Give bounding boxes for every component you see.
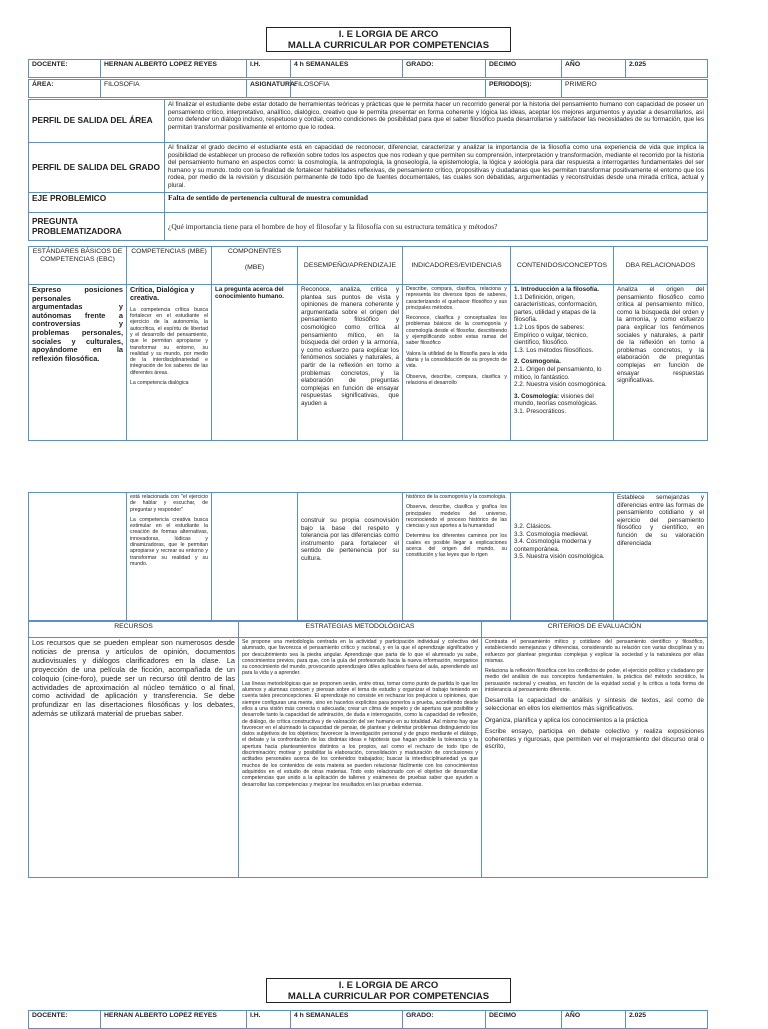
document-title-box <box>266 27 511 52</box>
criterios-cell <box>482 638 708 878</box>
indicadores-cell <box>403 285 511 441</box>
indicador-2: Reconoce, clasifica y conceptualiza los problemas básicos de la cosmogonía y cosmología desde el filosofar, describiendo y ejemplificando sobre estas ramas del saber filosófico <box>406 315 507 347</box>
grado-label: GRADO: <box>403 60 486 78</box>
contenido-1-3: 1.3. Los métodos filosóficos. <box>514 346 594 354</box>
competencia-dialogica: La competencia dialógica <box>130 380 189 387</box>
competencia-dialogica-cont: está relacionada con "el ejercicio de hablar y escuchar, de preguntar y responder" <box>130 494 208 513</box>
col-componentes-sub: (MBE) <box>244 264 265 271</box>
anio-label-p3: AÑO <box>562 1011 626 1029</box>
info-table-page3 <box>28 1010 708 1029</box>
periodo-label: PERIODO(S): <box>486 80 562 98</box>
recursos-header: RECURSOS <box>29 622 239 638</box>
perfil-grado-text: Al finalizar el grado decimo el estudiante está en capacidad de reconocer, diferenciar, caracterizar y analizar la importancia de la filosofía como una experiencia de vida que implica la posibilidad de establecer un proceso de reflexión sobre todos los aspectos que nos rodean y que permiten su comprensión, interpretación y transformación, mediante el recorrido por la historia del pensamiento humano en aspectos como: la cosmología, la antropología, la gnoseología, la epistemología, la lógica y axiología para dar respuesta a interrogantes fundamentales del ser humano y su mundo. todo con la finalidad de fortalecer habilidades reflexivas, de pensamiento crítico, propositivas y ciudadanas que les permitan transformar positivamente el entorno que los rodea, por medio de la revisión y discusión permanente de todo tipo de fuentes documentales, las cuales son debatidas, argumentadas y reconstruidas desde una mirada crítica, actual y plural. <box>165 143 708 193</box>
desempeno-cont-text: construir su propia cosmovisión bajo la base del respeto y tolerancia por las diferencias como instrumento para fortalecer el sentido de pertenencia por su cultura. <box>298 493 403 621</box>
ih-value-p3: 4 h SEMANALES <box>291 1011 403 1029</box>
anio-value-p3: 2.025 <box>626 1011 708 1029</box>
componente-cont-empty <box>212 493 298 621</box>
perfil-area-label: PERFIL DE SALIDA DEL ÁREA <box>29 100 165 143</box>
document-title-box-page3 <box>266 978 511 1003</box>
grado-value: DECIMO <box>486 60 562 78</box>
col-desempeno: DESEMPEÑO/APRENDIZAJE <box>298 247 403 285</box>
criterio-1: Contrasta el pensamiento mítico y cotidiano del pensamiento científico y filosófico, estableciendo semejanzas y diferencias, considerando su relación con varias disciplinas y su esfuerzo por plantear preguntas complejas y explicar la sociedad y la naturaleza por ellas mismas. <box>485 639 704 664</box>
anio-value: 2.025 <box>626 60 708 78</box>
indicadores-cont-cell <box>403 493 511 621</box>
indicador-1: Describe, compara, clasifica, relaciona y representa los diversos tipos de saberes, caracterizando el quehacer filosófico y sus principales métodos. <box>406 286 507 311</box>
desempeno-text: Reconoce, analiza, critica y plantea sus puntos de vista y opiniones de manera coherente y argumentada sobre el origen del pensamiento filosófico y cosmológico como crítica al pensamiento mítico, en la búsqueda del orden y la armonía, y como esfuerzo para explicar los fenómenos sociales y naturales, a partir de la reflexión en torno a problemas concretos, y la elaboración de preguntas complejas en función de ensayar respuestas significativas, que ayuden a <box>298 285 403 441</box>
ih-value: 4 h SEMANALES <box>291 60 403 78</box>
indicador-cont-3: Determina los diferentes caminos por los cuales es posible llegar a explicaciones acerca del origen del mundo, su constitución y las leyes que lo rigen <box>406 533 507 559</box>
ih-label-p3: I.H. <box>247 1011 291 1029</box>
periodo-value: PRIMERO <box>562 80 708 98</box>
school-name-page3: I. E LORGIA DE ARCO <box>338 980 439 991</box>
contenido-heading-3-title: 3. Cosmología: <box>514 392 560 400</box>
estrategias-p1: Se propone una metodología centrada en la actividad y participación individual y colectiva del alumnado, que favorezca el pensamiento crítico y racional, y en la que el aprendizaje significativo y por descubrimiento sea la piedra angular. Aprendizaje que parta de lo que el alumnado ya sabe, conocimientos previos, para que, con la guía del profesorado hacia la nueva información, reorganice su conocimiento del mundo, provocando aprendizajes útiles aplicables fuera del aula, aprendiendo así para la vida y a aprender. <box>242 639 478 677</box>
competencies-table <box>28 246 708 441</box>
col-componentes <box>212 247 298 285</box>
area-label: ÁREA: <box>29 80 101 98</box>
docente-label-p3: DOCENTE: <box>29 1011 101 1029</box>
contenidos-cell <box>511 285 614 441</box>
competencia-critica: La competencia crítica busca fortalecer en el estudiante el ejercicio de la autonomía, la autocrítica, el espíritu de libertad y el desarrollo del pensamiento, que le permitan apropiarse y transformar su entorno, su realidad y su mundo, por medio de la interdisciplinariedad e integración de los saberes de las diferentes áreas. <box>130 306 208 376</box>
asignatura-label: ASIGNATURA: <box>247 80 291 98</box>
recursos-text: Los recursos que se pueden emplear son numerosos desde noticias de prensa y artículos de opinión, documentos audiovisuales y diálogos clarificadores en la clase. La proyección de una película de ficción, acompañada de un coloquio (cine-foro), puede ser un recurso útil dentro de las actividades de aproximación al núcleo temático o al final, como actividad de aplicación y transferencia. Se debe profundizar en las disertaciones filosóficas y los debates, además se utilizará material de pruebas saber. <box>29 638 239 878</box>
criterio-4: Organiza, planifica y aplica los conocimientos a la práctica <box>485 716 648 724</box>
contenidos-cont-cell <box>511 493 614 621</box>
info-table <box>28 59 708 78</box>
contenido-1-2: 1.2 Los tipos de saberes: Empírico o vulgar, técnico, científico, filosófico. <box>514 323 588 347</box>
dba-cont-text: Establece semejanzas y diferencias entre las formas de pensamiento cotidiano y el ejercicio del pensamiento filosófico y científico, en función de su valoración diferenciada <box>614 493 708 621</box>
ebc-cont-empty <box>29 493 127 621</box>
estrategias-cell <box>239 638 482 878</box>
ebc-text: Expreso posiciones personales argumentadas y autónomas frente a controversias y problemas personales, sociales y culturales, apoyándome en la reflexión filosófica. <box>29 285 127 441</box>
contenido-heading-3-rest: visiones del mundo, teorías cosmológicas. <box>514 392 598 408</box>
competencies-table-continued <box>28 492 708 621</box>
contenido-heading-1: 1. Introducción a la filosofía. <box>514 286 600 293</box>
competencias-cell <box>127 285 212 441</box>
col-dba: DBA RELACIONADOS <box>614 247 708 285</box>
contenido-heading-2: 2. Cosmogonía. <box>514 358 561 366</box>
grado-value-p3: DECIMO <box>486 1011 562 1029</box>
contenido-3-2: 3.2. Clásicos. <box>514 523 552 530</box>
profile-table <box>28 99 708 241</box>
docente-label: DOCENTE: <box>29 60 101 78</box>
area-value: FILOSOFIA <box>101 80 247 98</box>
indicador-cont-1: histórico de la cosmogonía y la cosmología. <box>406 494 507 500</box>
grado-label-p3: GRADO: <box>403 1011 486 1029</box>
dba-text: Analiza el origen del pensamiento filosófico como crítica al pensamiento mítico, como la búsqueda del orden y la armonía, y como esfuerzo para explicar los fenómenos sociales y naturales, a partir de la reflexión en torno a problemas concretos, y la elaboración de preguntas complejas en función de ensayar respuestas significativas. <box>614 285 708 441</box>
contenido-2-1: 2.1. Origen del pensamiento, lo mítico, lo fantástico. <box>514 365 602 381</box>
docente-value-p3: HERNAN ALBERTO LOPEZ REYES <box>101 1011 247 1029</box>
contenido-heading-3 <box>514 393 610 408</box>
document-title-page3: MALLA CURRICULAR POR COMPETENCIAS <box>287 991 490 1002</box>
perfil-area-text: Al finalizar el estudiante debe estar dotado de herramientas teóricas y prácticas que le permita hacer un recorrido general por la historia del pensamiento humano con capacidad de poseer un pensamiento crítico, interpretativo, analítico, dialógico, creativo que le permita presentar en forma coherente y lógica las ideas, aceptar los mejores argumentos y ayudar a desarrollarlos, así como defender un diálogo incluso, respetuoso y cordial, como condiciones de posibilidad para que el saber filosófico pueda desarrollarse y satisfacer las necesidades de su formación, que les permitan transformar positivamente el entorno que lo rodea. <box>165 100 708 143</box>
estrategias-p2: Las líneas metodológicas que se proponen serán, entre otras, tomar como punto de partida lo que los alumnos y alumnas conocen y piensan sobre el tema de estudio y organizar el trabajo teniendo en cuenta tales preconcepciones. El aprendizaje no consiste en rechazar los prejuicios u opiniones, que siempre configuran una mente, sino en hacerlos explícitos para ponerlos a prueba, accediendo desde ellos a una visión más correcta o adecuada; crear un clima de respeto y de apertura que posibilite y desarrolle tanto la capacidad de admiración, de duda e interrogación, como la capacidad de reflexión, de diálogo, de crítica constructiva y de valoración del ser humano en su totalidad. Así mismo hay que favorecer en el alumnado la capacidad de pensar, de plantear y delimitar problemas distinguiendo los datos subjetivos de los objetivos; favorecer la investigación personal y de grupo mediante el diálogo, el debate y la confrontación de las distintas ideas e hipótesis que hagan posible la tolerancia y la apertura hacia planteamientos distintos a los propios, así como el rechazo de todo tipo de discriminación; motivar y posibilitar la elaboración, consolidación y maduración de conclusiones y actitudes personales acerca de los contenidos trabajados; buscar la interdisciplinariedad ya que muchos de los contenidos de esta materia se pueden relacionar fácilmente con los conocimientos adquiridos en el estudio de otras materias. Todo esto relacionado con el objetivo de desarrollar competencias que unido a la aplicación de talleres y exámenes de pruebas saber que ayuden a desarrollar las competencias y mejorar los resultados en las pruebas externas. <box>242 680 478 788</box>
area-table <box>28 79 708 98</box>
indicador-cont-2: Observa, describe, clasifica y grafica los principales modelos del universo, reconociendo el proceso histórico de las ciencias y sus aportes a la humanidad <box>406 504 507 530</box>
competencias-cont-cell <box>127 493 212 621</box>
pregunta-label: PREGUNTA PROBLEMATIZADORA <box>29 213 165 241</box>
contenido-3-4: 3.4. Cosmología moderna y contemporánea. <box>514 538 592 553</box>
perfil-grado-label: PERFIL DE SALIDA DEL GRADO <box>29 143 165 193</box>
pregunta-text: ¿Qué importancia tiene para el hombre de hoy el filosofar y la filosofía con su estructura temática y métodos? <box>165 213 708 241</box>
contenido-3-1: 3.1. Presocráticos. <box>514 407 567 415</box>
asignatura-value: FILOSOFIA <box>291 80 486 98</box>
criterio-3: Desarrolla la capacidad de análisis y síntesis de textos, así como de seleccionar en ellos los elementos más significativos. <box>485 697 704 712</box>
contenido-1-1: 1.1 Definición, origen, características, conformación, partes, utilidad y etapas de la filosofía. <box>514 293 598 324</box>
indicador-3: Valora la utilidad de la filosofía para la vida diaria y la consolidación de su proyecto de vida. <box>406 350 507 370</box>
criterio-2: Relaciona la reflexión filosófica con los conflictos de poder, el ejercicio político y ciudadano por medio del análisis de sus conceptos fundamentales, la práctica del método socrático, la persuasión racional y creativa, en función de la equidad social y la crítica a toda forma de intolerancia al pensamiento diferente. <box>485 668 704 694</box>
competencia-creativa: La competencia creativa busca estimular en el estudiante la creación de formas alternativas, innovadoras, lúdicas y dinamizadoras, que le permitan apropiarse y recrear su entorno y transformar su realidad y su mundo. <box>130 516 208 567</box>
col-componentes-label: COMPONENTES <box>227 248 282 255</box>
col-indicadores: INDICADORES/EVIDENCIAS <box>403 247 511 285</box>
contenido-3-5: 3.5. Nuestra visión cosmológica. <box>514 553 605 561</box>
col-ebc: ESTÁNDARES BÁSICOS DE COMPETENCIAS (EBC) <box>29 247 127 285</box>
contenido-2-2: 2.2. Nuestra visión cosmogónica. <box>514 381 607 389</box>
eje-text: Falta de sentido de pertenencia cultural de nuestra comunidad <box>165 193 708 213</box>
componente-text: La pregunta acerca del conocimiento humano. <box>212 285 298 441</box>
criterio-5: Escribe ensayo, participa en debate colectivo y realiza exposiciones coherentes y rigurosas, que permiten ver el mejoramiento del discurso oral o escrito, <box>485 728 704 751</box>
estrategias-header: ESTRATEGIAS METODOLÓGICAS <box>239 622 482 638</box>
competencias-title: Crítica, Dialógica y creativa. <box>130 285 195 303</box>
indicador-4: Observa, describe, compara, clasifica y relaciona el desarrollo <box>406 373 507 386</box>
document-title: MALLA CURRICULAR POR COMPETENCIAS <box>287 40 490 51</box>
col-competencias: COMPETENCIAS (MBE) <box>127 247 212 285</box>
anio-label: AÑO <box>562 60 626 78</box>
col-contenidos: CONTENIDOS/CONCEPTOS <box>511 247 614 285</box>
criterios-header: CRITERIOS DE EVALUACIÓN <box>482 622 708 638</box>
contenido-3-3: 3.3. Cosmología medieval. <box>514 530 589 538</box>
ih-label: I.H. <box>247 60 291 78</box>
bottom-table <box>28 621 708 878</box>
school-name: I. E LORGIA DE ARCO <box>338 29 439 40</box>
eje-label: EJE PROBLEMICO <box>29 193 165 213</box>
docente-value: HERNAN ALBERTO LOPEZ REYES <box>101 60 247 78</box>
